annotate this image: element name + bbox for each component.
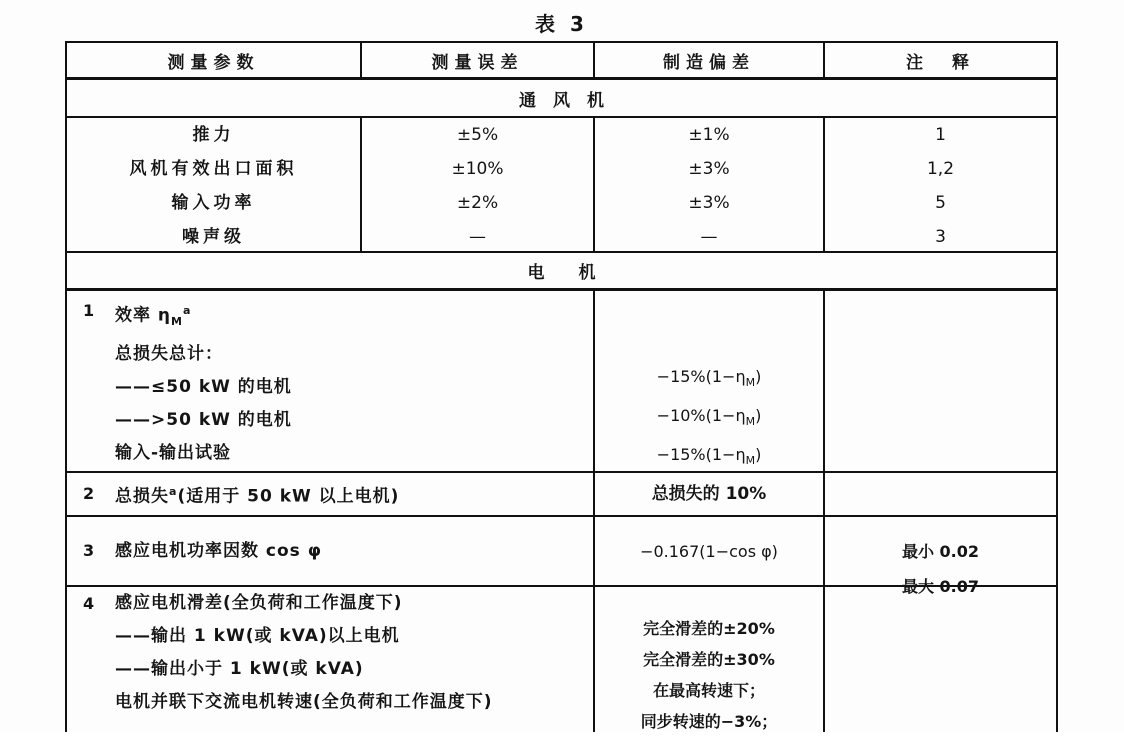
fan-deviation: ±3%: [688, 193, 730, 213]
deviation-formula: [657, 360, 762, 399]
row-number: 4: [83, 594, 95, 613]
motor-row4-deviation: [593, 587, 823, 732]
header-cell-param: 测量参数: [167, 52, 260, 73]
formula-subscript: M: [745, 415, 756, 429]
fan-note: 3: [935, 227, 946, 247]
note-line-min: 最小 0.02: [901, 542, 980, 561]
deviation-formula: −0.167(1−cos φ): [640, 541, 778, 561]
motor-row2-params: [67, 473, 593, 515]
deviation-formula: [657, 399, 762, 438]
motor-row3-deviation: [593, 517, 823, 585]
formula-text: ): [755, 367, 762, 386]
fan-note: 1,2: [926, 159, 955, 179]
motor-row1-param-line1: [115, 294, 593, 338]
motor-row1-param-line3: ——≤50 kW 的电机: [115, 377, 292, 398]
formula-text: ): [755, 406, 762, 426]
formula-subscript: M: [745, 454, 756, 468]
deviation-line: 同步转速的−3%；: [640, 712, 778, 731]
param-text: 总损失: [115, 486, 169, 507]
fan-note: 1: [935, 125, 946, 145]
motor-row-1: [67, 291, 1056, 473]
row-number: 3: [83, 541, 95, 560]
table-header-row: [67, 43, 1056, 80]
table-title: 表 3: [535, 12, 588, 36]
header-cell-error: 测量误差: [360, 43, 593, 77]
table-3: [65, 41, 1058, 732]
motor-row-3: [67, 517, 1056, 596]
fan-rows: [67, 118, 1056, 253]
motor-row1-deviation: [593, 291, 823, 471]
motor-row2-deviation: [593, 473, 823, 515]
deviation-formula: [657, 438, 762, 477]
formula-subscript: M: [745, 376, 756, 390]
header-cell-note: 注 释: [823, 43, 1056, 77]
row-number: 2: [83, 484, 95, 503]
motor-row4-params: [67, 587, 593, 732]
formula-text: ): [755, 445, 762, 465]
section-header-fan: 通 风 机: [67, 80, 1056, 118]
motor-row1-params: [67, 291, 593, 471]
fan-deviation-column: [593, 118, 823, 251]
fan-error: ±10%: [451, 159, 504, 179]
param-text: (适用于 50 kW 以上电机): [177, 486, 400, 507]
motor-row4-param-line2: ——输出 1 kW(或 kVA)以上电机: [115, 626, 400, 646]
fan-deviation: ±1%: [688, 125, 730, 145]
motor-row3-param: 感应电机功率因数 cos φ: [115, 540, 323, 561]
motor-row1-param-line4: ——>50 kW 的电机: [115, 410, 292, 431]
fan-param: 推力: [192, 125, 235, 145]
formula-text: −15%(1−η: [656, 367, 746, 386]
motor-row2-param: [115, 475, 399, 514]
formula-text: −10%(1−η: [656, 406, 746, 426]
fan-note: 5: [935, 193, 946, 213]
deviation-line: 在最高转速下；: [652, 681, 765, 700]
param-superscript: a: [169, 484, 178, 498]
deviation-line: 完全滑差的±20%: [643, 619, 775, 638]
motor-row1-param-line2: 总损失总计：: [115, 344, 223, 365]
fan-param: 输入功率: [171, 193, 256, 213]
motor-row4-param-line1: 感应电机滑差(全负荷和工作温度下): [115, 593, 403, 613]
deviation-line: 完全滑差的±30%: [643, 650, 775, 669]
fan-deviation: ±3%: [688, 159, 730, 179]
fan-error: ±5%: [456, 125, 499, 145]
motor-row3-note: [823, 517, 1056, 596]
fan-error: —: [469, 227, 486, 247]
note-line-max: 最大 0.07: [901, 577, 980, 596]
motor-row-4: [67, 587, 1056, 732]
fan-param: 风机有效出口面积: [129, 159, 298, 179]
fan-error-column: [360, 118, 593, 251]
motor-row4-param-line3: ——输出小于 1 kW(或 kVA): [115, 659, 364, 679]
motor-row1-param-line5: 输入-输出试验: [115, 443, 232, 464]
motor-row-2: [67, 473, 1056, 517]
formula-text: −15%(1−η: [656, 445, 746, 465]
motor-row3-params: [67, 517, 593, 585]
param-text: 效率 η: [115, 305, 172, 326]
param-subscript: M: [171, 315, 183, 329]
fan-param: 噪声级: [182, 227, 245, 247]
motor-row2-note: [823, 473, 1056, 515]
motor-row1-note: [823, 291, 1056, 471]
section-header-motor: 电 机: [67, 253, 1056, 291]
motor-row4-param-line4: 电机并联下交流电机转速(全负荷和工作温度下): [115, 692, 493, 712]
motor-row4-note: [823, 587, 1056, 732]
fan-param-column: [67, 118, 360, 251]
deviation-value: 总损失的 10%: [651, 483, 767, 504]
param-superscript: a: [182, 304, 192, 317]
fan-deviation: —: [700, 227, 718, 247]
row-number: 1: [83, 301, 95, 320]
header-cell-deviation: 制造偏差: [593, 43, 823, 77]
fan-note-column: [823, 118, 1056, 251]
fan-error: ±2%: [456, 193, 499, 213]
